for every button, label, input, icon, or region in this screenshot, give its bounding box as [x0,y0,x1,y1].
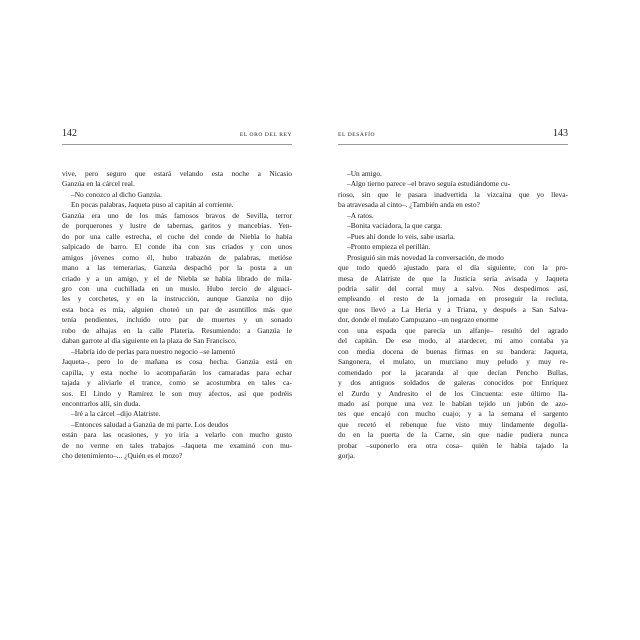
text-line: rioso, sin que le pasara inadvertida la vizcaína que yo lleva- [338,189,568,199]
text-line: sos. El Lindo y Ramírez le son muy afectos, así que podréis [62,388,292,398]
text-line: tenía pendientes, incluido otro par de muertes y un sonado [62,315,292,325]
text-line: encontrarlos allí, sin duda. [62,398,141,408]
text-line: están para las ocasiones, y yo iría a velarlo con mucho gusto [62,430,292,440]
text-line: mado así porque una vez le habían tejido un jubón de azo- [338,398,568,408]
text-line: que todo quedó ajustado para el día siguiente, con la pro- [338,263,568,273]
text-line: –Pronto empieza el perillán. [347,242,431,252]
text-line: –No conozco al dicho Ganzúa. [71,189,162,199]
right-page [338,128,568,462]
text-line: comendado por la jacaranda al que decían Pencho Bullas, [338,367,568,377]
text-line: –A ratos. [347,210,374,220]
text-line: vive, pero seguro que estará velando esta noche a Nicasio [62,169,292,178]
text-line: En pocas palabras, Jaqueta puso al capitán al corriente. [71,200,234,210]
text-line: dor, donde el mulato Campuzano –un negrazo enorme [338,315,499,325]
text-line: de no verme en tales trabajos –Jaqueta me examinó con mu- [62,440,292,450]
text-line: –Pues ahí donde lo veis, sabe usarla. [347,231,455,241]
text-line: gorja. [338,451,356,461]
text-line: –Habría ido de perlas para nuestro negocio –se lamentó [71,346,236,356]
right-page-body [338,169,568,462]
text-line: criado y a un amigo, y el de Niebla se había librado de mila- [62,273,292,283]
left-page-body [62,169,292,462]
text-line: do por una calle estrecha, el coche del conde de Niebla lo había [62,231,292,241]
text-line: Ganzúa en la cárcel real. [62,179,135,189]
text-line: con media docena de buenas firmas en su bandera: Jaqueta, [338,346,568,356]
text-line: do en la puerta de la Carne, sin que nadie pudiera nunca [338,430,568,440]
left-page [62,128,292,462]
text-line: –Entonces saludad a Ganzúa de mi parte. Los deudos [71,419,229,429]
right-page-header [338,128,568,145]
text-line: y dos antiguos soldados de galeras conocidos por Enríquez [338,378,568,388]
text-line: empleando el resto de la jornada en proseguir la recluta, [338,294,568,304]
text-line: Sangonera, el mulato, un murciano muy peludo y muy re- [338,357,568,367]
text-line: gro con una cuchillada en un muslo. Hubo tercio de alguaci- [62,283,292,293]
text-line: Ganzúa era uno de los más famosos bravos de Sevilla, terror [62,210,292,220]
text-line: con una espada que parecía un alfanje– resultó del agrado [338,325,568,335]
text-line: de porquerones y lustre de tabernas, garitos y mancebías. Yen- [62,221,292,231]
right-page-number: 143 [553,128,568,139]
text-line: podría salir del corral muy a salvo. Nos despedimos así, [338,283,568,293]
text-line: amigos jóvenes como él, hubo trabazón de palabras, metióse [62,252,292,262]
text-line: mesa de Alatriste de que la Justicia sería avisada y Jaqueta [338,273,568,283]
text-line: –Un amigo. [347,169,382,178]
text-line: esta boca es mía, alguien choteó un par de asuntillos más que [62,304,292,314]
text-line: probar –suponerlo era otra cosa– quién le había tajado la [338,440,568,450]
text-line: –Bonita vaciadora, la que carga. [347,221,443,231]
text-line: Prosiguió sin más novedad la conversación, de modo [347,252,504,262]
left-page-number: 142 [62,128,77,139]
text-line: robo de alhajas en la calle Platería. Resumiendo: a Ganzúa le [62,325,292,335]
right-running-head: EL DESAFÍO [338,132,376,138]
text-line: del capitán. De ese modo, al atardecer, mi amo contaba ya [338,336,568,346]
text-line: daban garrote al día siguiente en la plaza de San Francisco. [62,336,237,346]
text-line: tajada y aliviarle el trance, como se acostumbra en tales ca- [62,378,292,388]
text-line: mano a las temerarias, Ganzúa despachó por la posta a un [62,263,292,273]
text-line: salpicado de barro. El conde iba con sus criados y con unos [62,242,292,252]
text-line: cho detenimiento–... ¿Quién es el mozo? [62,451,183,461]
text-line: les y corchetes, y en la instrucción, aunque Ganzúa no dijo [62,294,292,304]
left-page-header [62,128,292,145]
text-line: que recetó el rebenque fue visto muy lindamente degolla- [338,419,568,429]
text-line: –Algo tierno parece –el bravo seguía estudiándome cu- [347,179,511,189]
text-line: Jaqueta–, pero lo de mañana es cosa hecha. Ganzúa está en [62,357,292,367]
text-line: que nos llevó a La Heria y a Triana, y después a San Salva- [338,304,568,314]
text-line: capilla, y esta noche lo acompañarán los camaradas para echar [62,367,292,377]
text-line: el Zurdo y Andresito el de los Cincuenta: este último lla- [338,388,568,398]
left-running-head: EL ORO DEL REY [239,132,292,138]
text-line: tes que encajó con mucho cuajo; y a la semana el sargento [338,409,568,419]
text-line: ba atravesada al cinto–. ¿También anda en esto? [338,200,480,210]
text-line: –Iré a la cárcel –dijo Alatriste. [71,409,161,419]
